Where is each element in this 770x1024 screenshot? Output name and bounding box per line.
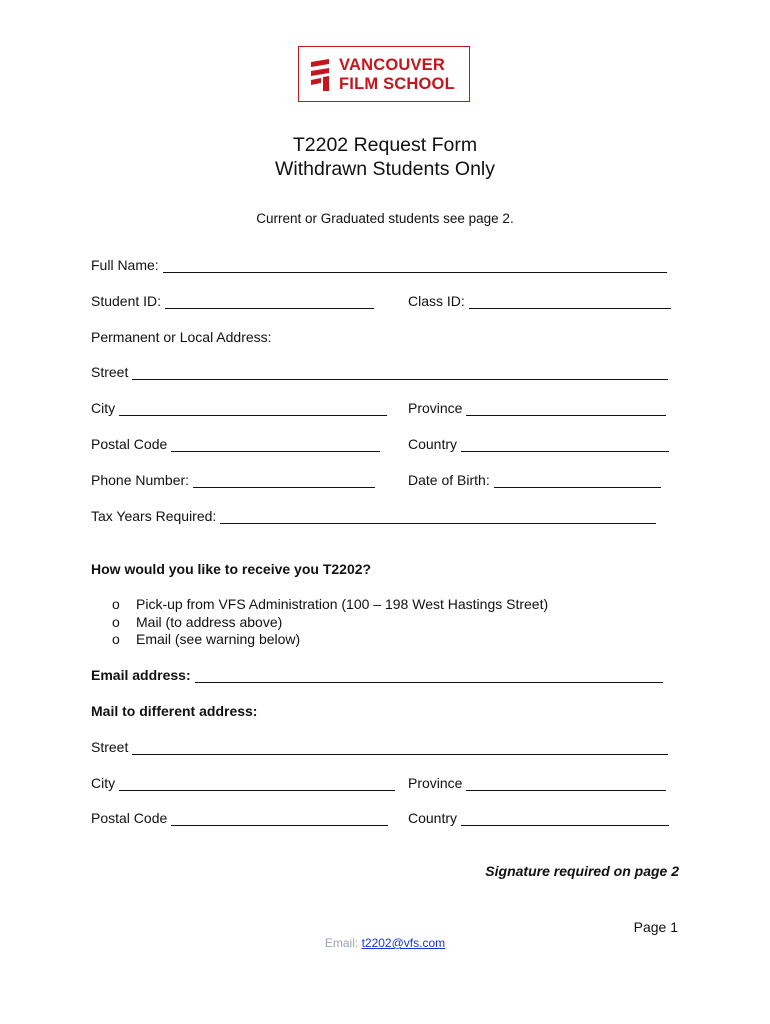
subnote: Current or Graduated students see page 2. xyxy=(256,211,514,226)
full-name-label: Full Name: xyxy=(91,257,159,273)
footer-email xyxy=(0,936,770,950)
logo-line-1: VANCOUVER xyxy=(339,56,446,74)
mail-street-row xyxy=(91,739,668,755)
address-header-label: Permanent or Local Address: xyxy=(91,329,272,345)
mail-province-row xyxy=(408,775,666,791)
student-id-row xyxy=(91,293,374,309)
email-label: Email address: xyxy=(91,667,191,683)
radio-circle-icon[interactable]: o xyxy=(112,613,120,630)
street-label: Street xyxy=(91,364,129,380)
email-row xyxy=(91,667,663,683)
form-title: T2202 Request Form xyxy=(292,134,478,156)
mail-street-label: Street xyxy=(91,739,129,755)
mail-province-field[interactable] xyxy=(466,775,666,791)
dob-field[interactable] xyxy=(494,472,661,488)
country-field[interactable] xyxy=(461,436,669,452)
phone-label: Phone Number: xyxy=(91,472,190,488)
mail-city-label: City xyxy=(91,775,116,791)
mail-postal-code-row xyxy=(91,810,388,826)
postal-code-label: Postal Code xyxy=(91,436,168,452)
tax-years-label: Tax Years Required: xyxy=(91,508,217,524)
logo-text xyxy=(339,56,455,94)
mail-street-field[interactable] xyxy=(132,739,668,755)
option-mail-label: Mail (to address above) xyxy=(136,613,283,630)
province-label: Province xyxy=(408,400,463,416)
mail-country-label: Country xyxy=(408,810,458,826)
signature-note: Signature required on page 2 xyxy=(485,863,679,879)
street-row xyxy=(91,364,668,380)
option-pickup-label: Pick-up from VFS Administration (100 – 198 West Hastings Street) xyxy=(136,596,549,612)
full-name-row xyxy=(91,257,667,273)
postal-code-field[interactable] xyxy=(171,436,380,452)
mail-country-row xyxy=(408,810,669,826)
radio-circle-icon[interactable]: o xyxy=(112,596,120,612)
mail-country-field[interactable] xyxy=(461,810,669,826)
footer-email-prefix: Email: xyxy=(324,936,362,950)
mail-province-label: Province xyxy=(408,775,463,791)
postal-code-row xyxy=(91,436,380,452)
mail-postal-code-field[interactable] xyxy=(171,810,388,826)
full-name-field[interactable] xyxy=(163,257,667,273)
dob-row xyxy=(408,472,661,488)
class-id-field[interactable] xyxy=(469,293,671,309)
phone-field[interactable] xyxy=(193,472,375,488)
mail-postal-code-label: Postal Code xyxy=(91,810,168,826)
receive-question xyxy=(91,561,371,577)
mail-header-label: Mail to different address: xyxy=(91,703,258,719)
province-field[interactable] xyxy=(466,400,666,416)
tax-years-row xyxy=(91,508,656,524)
country-label: Country xyxy=(408,436,458,452)
radio-circle-icon[interactable]: o xyxy=(112,631,120,647)
phone-row xyxy=(91,472,375,488)
city-row xyxy=(91,400,387,416)
page-number: Page 1 xyxy=(633,919,678,935)
city-field[interactable] xyxy=(119,400,387,416)
mail-header xyxy=(91,703,257,719)
option-mail[interactable] xyxy=(112,614,548,632)
mail-city-row xyxy=(91,775,395,791)
receive-question-label: How would you like to receive you T2202? xyxy=(91,561,372,577)
option-email-label: Email (see warning below) xyxy=(136,631,301,647)
logo-line-2: FILM SCHOOL xyxy=(339,75,455,93)
student-id-field[interactable] xyxy=(165,293,374,309)
vfs-logo-icon xyxy=(309,58,331,92)
student-id-label: Student ID: xyxy=(91,293,162,309)
address-header xyxy=(91,329,272,345)
receive-options xyxy=(112,596,548,649)
tax-years-field[interactable] xyxy=(220,508,656,524)
dob-label: Date of Birth: xyxy=(408,472,490,488)
option-email[interactable] xyxy=(112,631,548,649)
email-field[interactable] xyxy=(195,667,663,683)
vfs-logo xyxy=(298,46,470,102)
city-label: City xyxy=(91,400,116,416)
class-id-label: Class ID: xyxy=(408,293,465,309)
option-pickup[interactable] xyxy=(112,596,548,614)
footer-email-link[interactable]: t2202@vfs.com xyxy=(361,936,446,950)
mail-city-field[interactable] xyxy=(119,775,395,791)
form-subtitle: Withdrawn Students Only xyxy=(274,158,495,180)
country-row xyxy=(408,436,669,452)
street-field[interactable] xyxy=(132,364,668,380)
province-row xyxy=(408,400,666,416)
class-id-row xyxy=(408,293,671,309)
